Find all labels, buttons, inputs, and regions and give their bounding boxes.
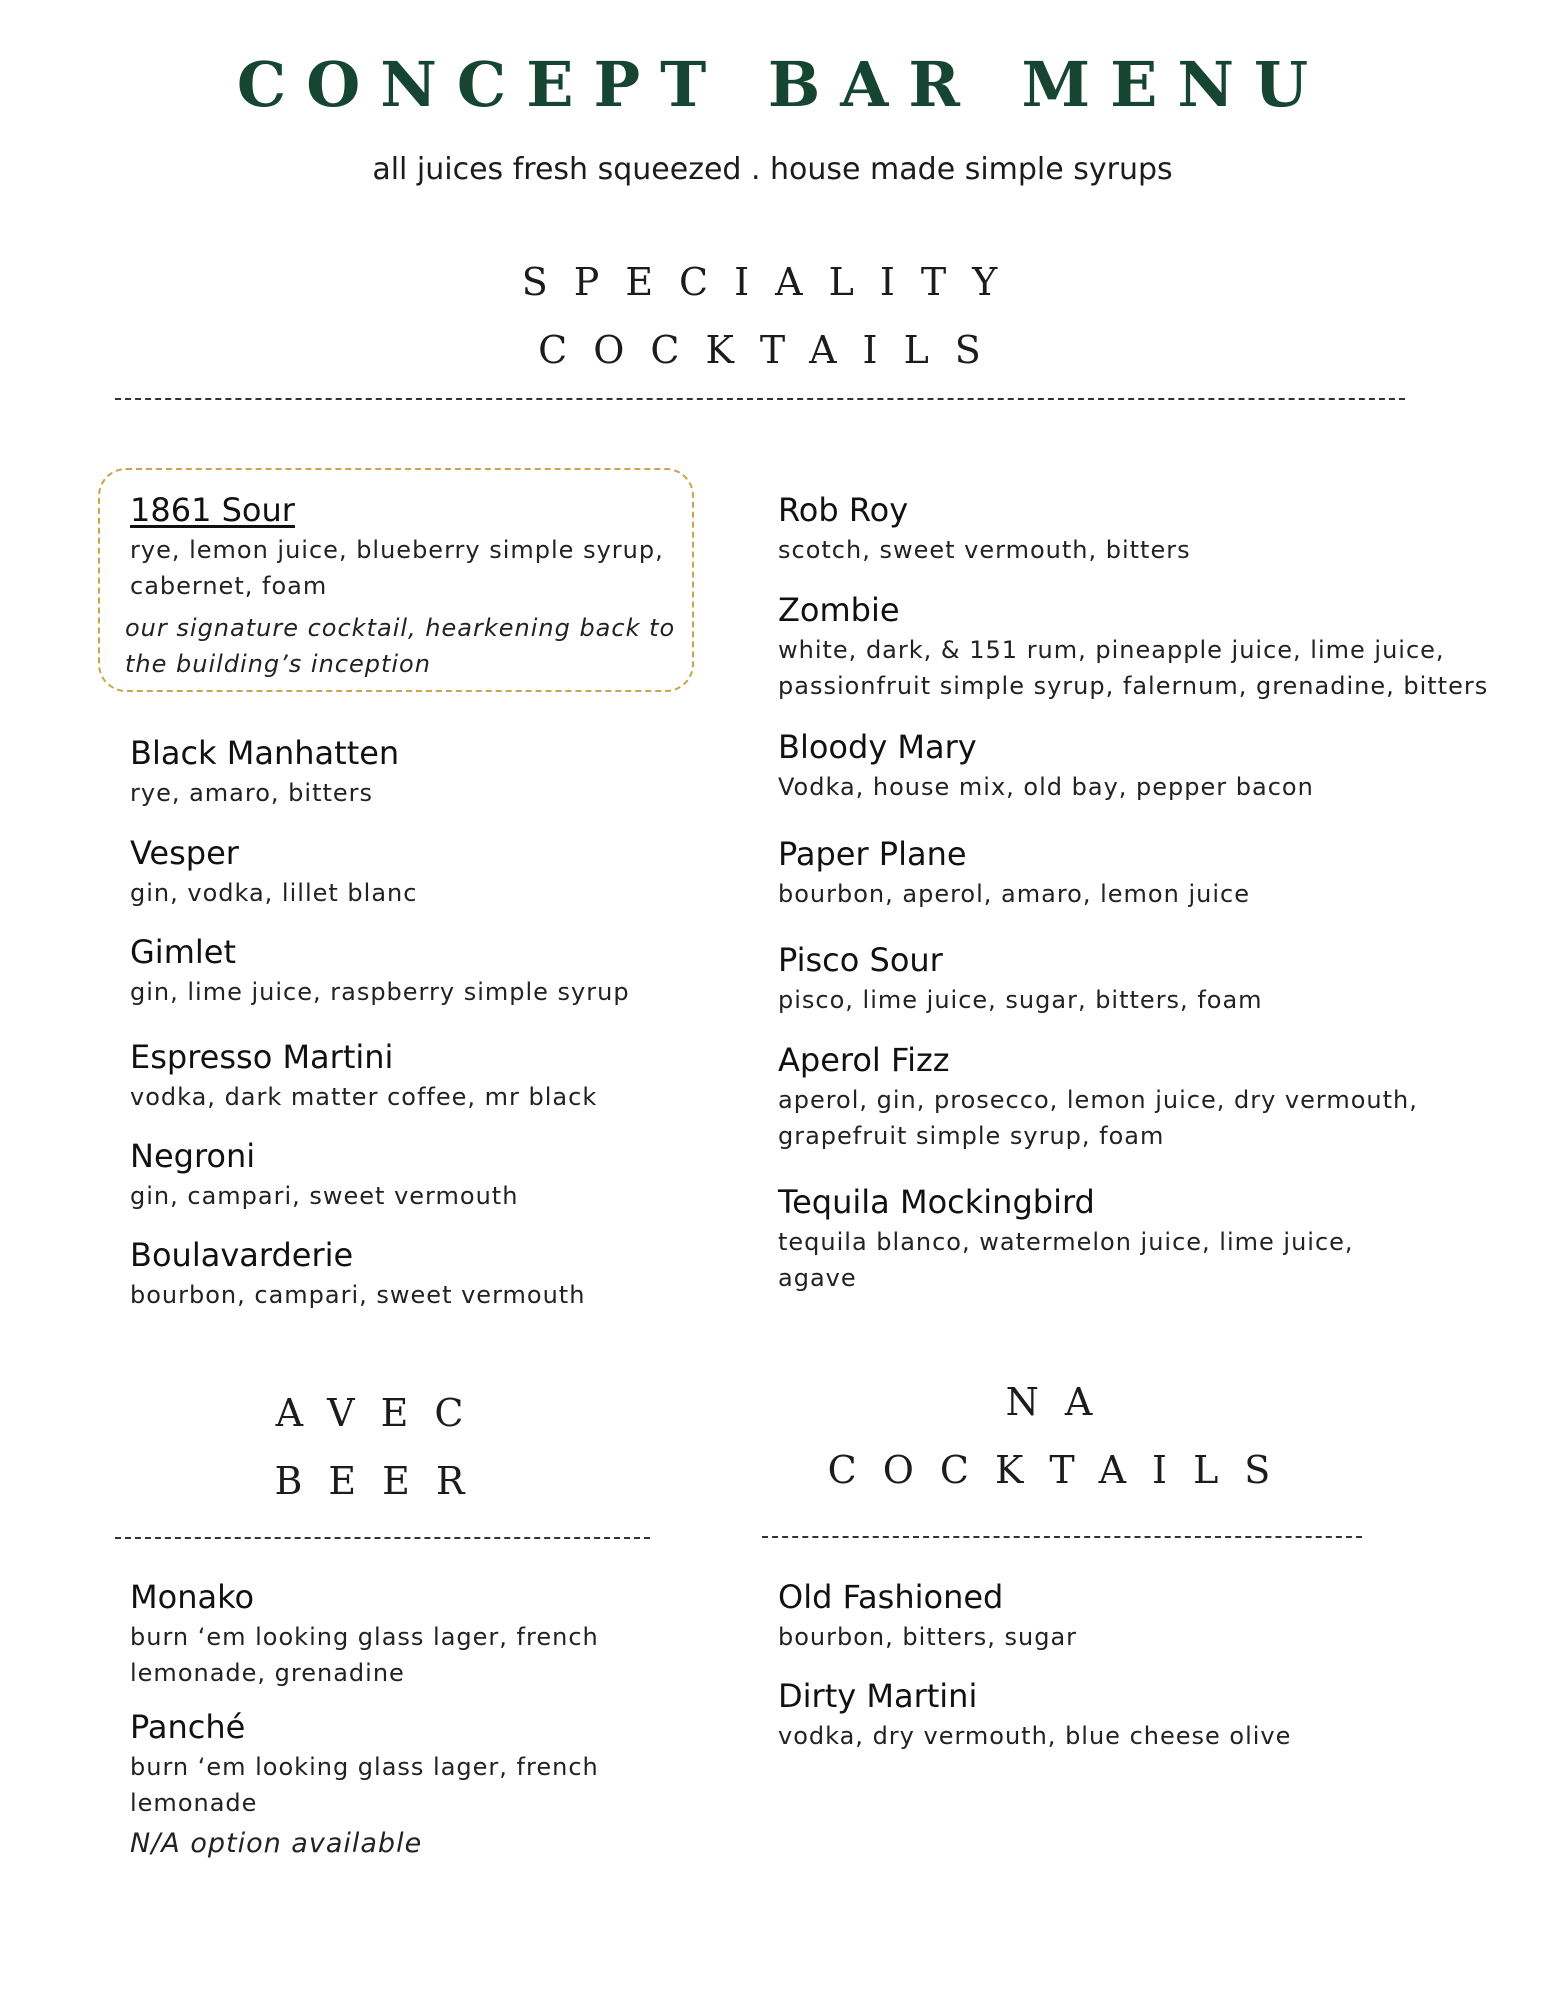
menu-title: CONCEPT BAR MENU: [236, 48, 1329, 121]
menu-item-desc: Vodka, house mix, old bay, pepper bacon: [778, 773, 1314, 801]
menu-item-desc: vodka, dry vermouth, blue cheese olive: [778, 1722, 1292, 1750]
menu-item-desc: scotch, sweet vermouth, bitters: [778, 536, 1191, 564]
menu-item-desc: bourbon, campari, sweet vermouth: [130, 1281, 586, 1309]
menu-item-rob-roy: [778, 490, 1498, 568]
avec-beer-heading: [115, 1379, 650, 1515]
menu-item-name: Negroni: [130, 1137, 256, 1175]
menu-item-name: Zombie: [778, 591, 900, 629]
menu-item-note: our signature cocktail, hearkening back to the building’s inception: [125, 614, 676, 678]
menu-item-aperol-fizz: [778, 1040, 1438, 1154]
na-cocktails-heading: [762, 1368, 1362, 1504]
avec-beer-heading-line2: BEER: [274, 1459, 491, 1503]
menu-item-desc: burn ‘em looking glass lager, french lemonade: [130, 1753, 599, 1817]
menu-item-vesper: [130, 833, 690, 911]
menu-item-boulavarderie: [130, 1235, 690, 1313]
menu-item-espresso-martini: [130, 1037, 690, 1115]
avec-beer-divider: [115, 1537, 650, 1539]
menu-item-name: Dirty Martini: [778, 1677, 978, 1715]
menu-item-paper-plane: [778, 834, 1498, 912]
speciality-heading-line2: COCKTAILS: [538, 328, 1007, 372]
menu-item-desc: tequila blanco, watermelon juice, lime juice, agave: [778, 1228, 1354, 1292]
menu-item-desc: burn ‘em looking glass lager, french lemonade, grenadine: [130, 1623, 599, 1687]
menu-item-name: Espresso Martini: [130, 1038, 394, 1076]
menu-item-name: Black Manhatten: [130, 734, 400, 772]
menu-subtitle: all juices fresh squeezed . house made simple syrups: [372, 152, 1173, 187]
na-cocktails-heading-line1: NA: [1005, 1380, 1119, 1424]
menu-item-name: Pisco Sour: [778, 941, 943, 979]
menu-item-1861-sour: [125, 490, 690, 682]
speciality-heading-line1: SPECIALITY: [521, 260, 1024, 304]
menu-item-name: Gimlet: [130, 933, 236, 971]
menu-item-desc: rye, lemon juice, blueberry simple syrup, cabernet, foam: [130, 536, 664, 600]
menu-item-black-manhatten: [130, 733, 690, 811]
menu-item-dirty-martini: [778, 1676, 1438, 1754]
menu-item-desc: rye, amaro, bitters: [130, 779, 374, 807]
menu-item-name: Rob Roy: [778, 491, 909, 529]
avec-beer-heading-line1: AVEC: [275, 1391, 490, 1435]
menu-item-name: Vesper: [130, 834, 239, 872]
na-option-note: N/A option available: [130, 1828, 423, 1859]
menu-item-desc: gin, lime juice, raspberry simple syrup: [130, 978, 630, 1006]
menu-item-name: 1861 Sour: [130, 491, 295, 529]
menu-item-name: Panché: [130, 1708, 246, 1746]
menu-item-old-fashioned: [778, 1577, 1438, 1655]
menu-item-negroni: [130, 1136, 690, 1214]
menu-item-name: Boulavarderie: [130, 1236, 354, 1274]
menu-item-desc: gin, campari, sweet vermouth: [130, 1182, 519, 1210]
menu-item-name: Old Fashioned: [778, 1578, 1004, 1616]
menu-item-zombie: [778, 590, 1508, 704]
menu-item-monako: [130, 1577, 630, 1691]
menu-item-name: Paper Plane: [778, 835, 967, 873]
menu-item-gimlet: [130, 932, 690, 1010]
menu-item-name: Aperol Fizz: [778, 1041, 950, 1079]
menu-item-bloody-mary: [778, 727, 1498, 805]
menu-item-panche: [130, 1707, 630, 1821]
menu-item-desc: vodka, dark matter coffee, mr black: [130, 1083, 598, 1111]
speciality-heading: [0, 248, 1545, 384]
menu-item-desc: bourbon, bitters, sugar: [778, 1623, 1078, 1651]
menu-item-name: Bloody Mary: [778, 728, 977, 766]
na-cocktails-heading-line2: COCKTAILS: [827, 1448, 1297, 1492]
menu-item-desc: bourbon, aperol, amaro, lemon juice: [778, 880, 1250, 908]
menu-item-desc: white, dark, & 151 rum, pineapple juice, lime juice, passionfruit simple syrup, falernum, grenadine, bitters: [778, 636, 1489, 700]
menu-item-name: Tequila Mockingbird: [778, 1183, 1095, 1221]
menu-item-desc: gin, vodka, lillet blanc: [130, 879, 418, 907]
na-cocktails-divider: [762, 1536, 1362, 1538]
menu-item-pisco-sour: [778, 940, 1498, 1018]
menu-item-tequila-mockingbird: [778, 1182, 1378, 1296]
menu-item-desc: pisco, lime juice, sugar, bitters, foam: [778, 986, 1263, 1014]
speciality-divider: [115, 398, 1405, 400]
menu-item-name: Monako: [130, 1578, 255, 1616]
menu-item-desc: aperol, gin, prosecco, lemon juice, dry vermouth, grapefruit simple syrup, foam: [778, 1086, 1418, 1150]
